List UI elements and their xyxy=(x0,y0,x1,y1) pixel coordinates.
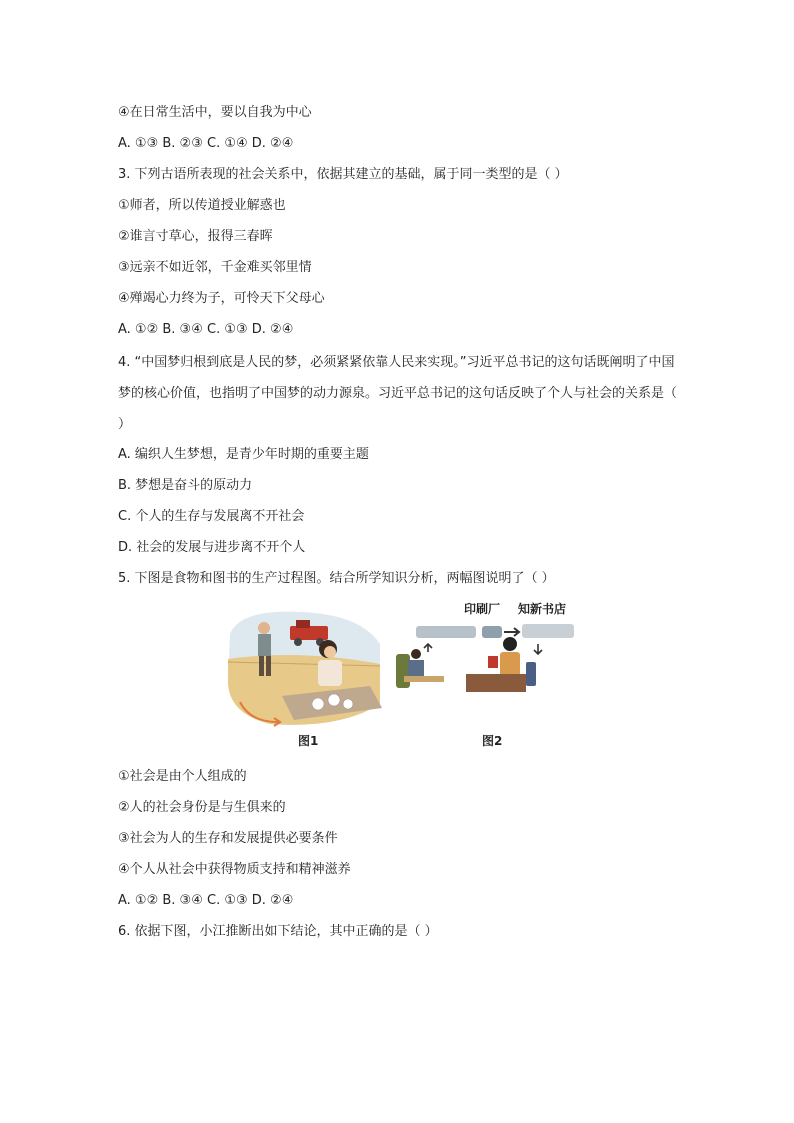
figure-1-illustration xyxy=(228,612,382,726)
q5-figure xyxy=(220,604,580,754)
q2-option-4: ④在日常生活中，要以自我为中心 xyxy=(118,105,312,120)
q3-option-1: ①师者，所以传道授业解惑也 xyxy=(118,198,286,213)
q4-option-d: D. 社会的发展与进步离不开个人 xyxy=(118,540,306,555)
q3-choices: A. ①② B. ③④ C. ①③ D. ②④ xyxy=(118,322,294,337)
q4-stem: 4. “中国梦归根到底是人民的梦，必须紧紧依靠人民来实现。”习近平总书记的这句话既阐明了中国梦的核心价值，也指明了中国梦的动力源泉。习近平总书记的这句话反映了个人与社会的关系是（ ） xyxy=(118,355,678,432)
q5-option-1: ①社会是由个人组成的 xyxy=(118,769,247,784)
q5-option-3: ③社会为人的生存和发展提供必要条件 xyxy=(118,831,338,846)
q3-stem: 3. 下列古语所表现的社会关系中，依据其建立的基础，属于同一类型的是（ ） xyxy=(118,167,568,182)
q3-option-2: ②谁言寸草心，报得三春晖 xyxy=(118,229,273,244)
q2-choices: A. ①③ B. ②③ C. ①④ D. ②④ xyxy=(118,136,294,151)
figure-1-caption: 图1 xyxy=(298,734,319,748)
q4-option-c: C. 个人的生存与发展离不开社会 xyxy=(118,509,305,524)
q3-option-4: ④殚竭心力终为子，可怜天下父母心 xyxy=(118,291,325,306)
printing-house-label: 印刷厂 xyxy=(464,602,501,616)
q4-option-a: A. 编织人生梦想，是青少年时期的重要主题 xyxy=(118,447,369,462)
q5-choices: A. ①② B. ③④ C. ①③ D. ②④ xyxy=(118,893,294,908)
figure-2-illustration xyxy=(396,624,574,692)
q3-option-3: ③远亲不如近邻，千金难买邻里情 xyxy=(118,260,312,275)
figure-2-caption: 图2 xyxy=(482,734,503,748)
q5-stem: 5. 下图是食物和图书的生产过程图。结合所学知识分析，两幅图说明了（ ） xyxy=(118,571,555,586)
q5-option-2: ②人的社会身份是与生俱来的 xyxy=(118,800,286,815)
bookstore-label: 知新书店 xyxy=(518,602,567,616)
q5-option-4: ④个人从社会中获得物质支持和精神滋养 xyxy=(118,862,351,877)
q4-option-b: B. 梦想是奋斗的原动力 xyxy=(118,478,253,493)
q6-stem: 6. 依据下图，小江推断出如下结论，其中正确的是（ ） xyxy=(118,924,438,939)
production-illustration xyxy=(220,604,580,754)
